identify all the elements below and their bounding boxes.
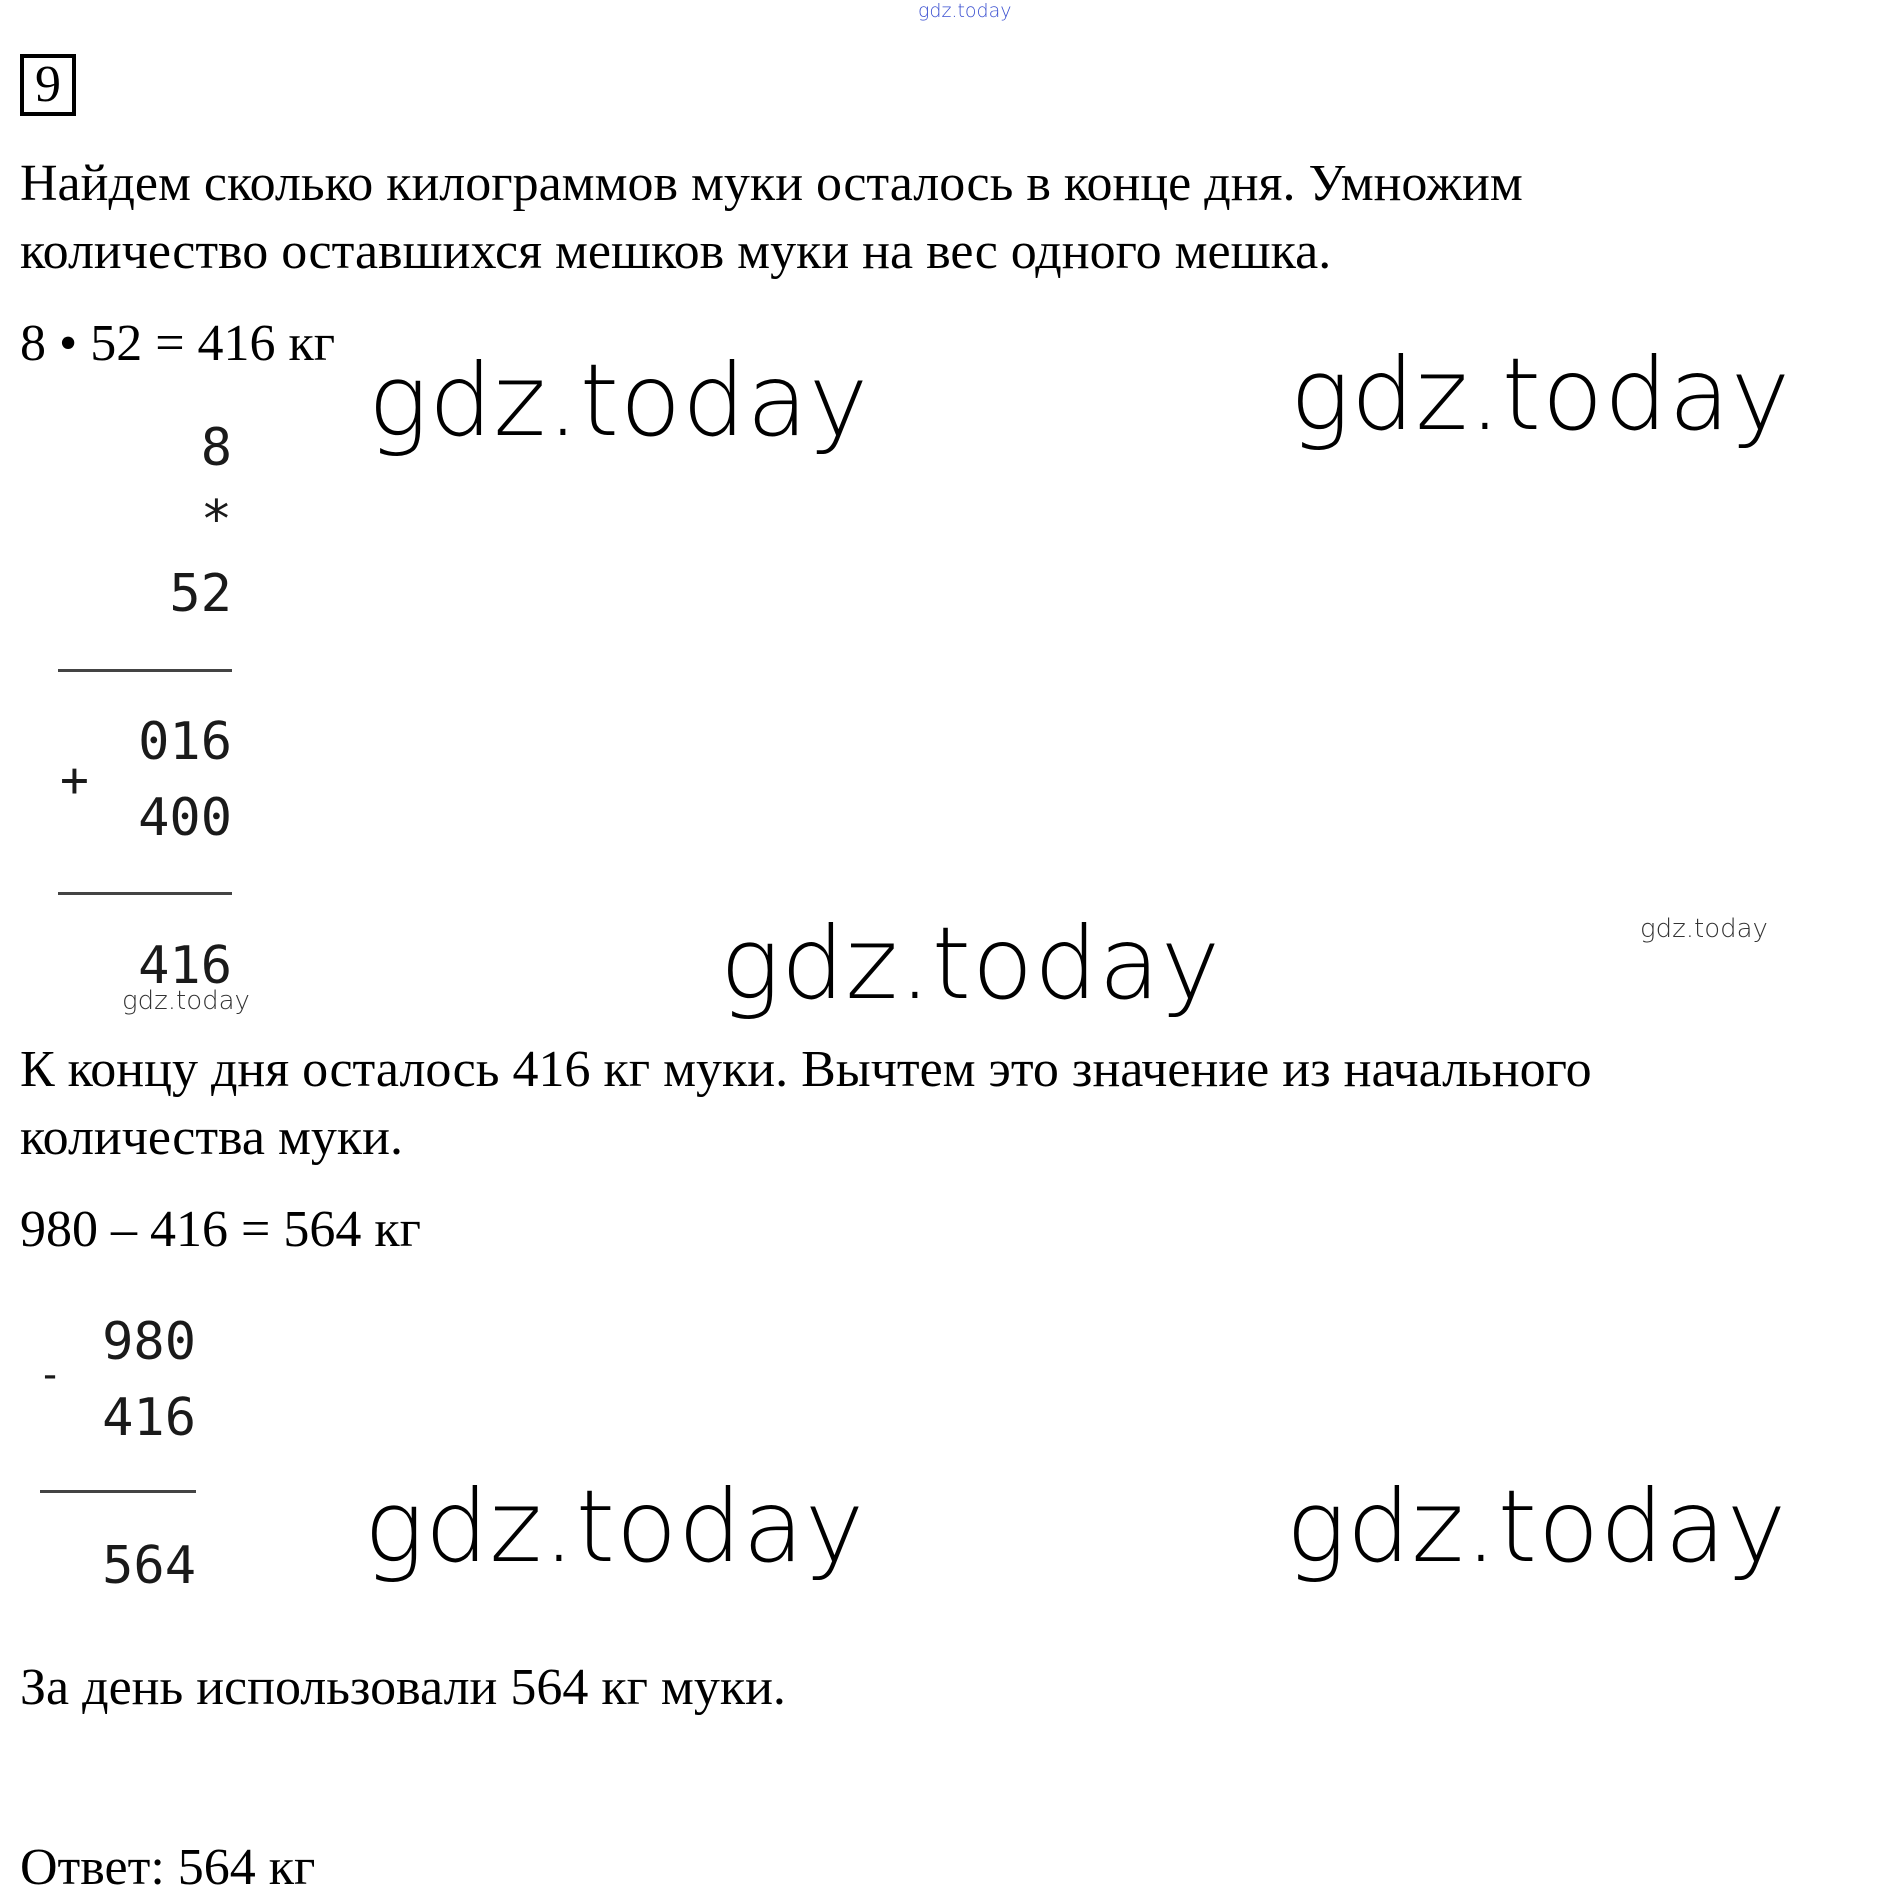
sub-result: 564: [102, 1536, 196, 1596]
mult-rule-2: [58, 892, 232, 895]
conclusion-text: За день использовали 564 кг муки.: [20, 1659, 786, 1716]
equation-multiplication: 8 • 52 = 416 кг: [20, 315, 336, 372]
watermark-small-right: gdz.today: [1640, 914, 1768, 944]
mult-plus-sign: +: [60, 752, 89, 808]
watermark-5: gdz.today: [1286, 1468, 1788, 1585]
watermark-top: gdz.today: [918, 0, 1012, 22]
task-number: 9: [20, 54, 76, 116]
sub-subtrahend: 416: [102, 1388, 196, 1448]
sub-rule: [40, 1490, 196, 1493]
mult-operand-top: 8: [200, 418, 232, 478]
watermark-2: gdz.today: [1290, 336, 1792, 453]
paragraph-2-line-2: количества муки.: [20, 1109, 403, 1166]
watermark-small-left: gdz.today: [122, 986, 250, 1016]
answer-text: Ответ: 564 кг: [20, 1839, 316, 1896]
mult-result: 416: [138, 936, 232, 996]
watermark-3: gdz.today: [720, 905, 1222, 1022]
paragraph-1-line-2: количество оставшихся мешков муки на вес одного мешка.: [20, 223, 1332, 280]
mult-operand-bottom: 52: [169, 564, 232, 624]
equation-subtraction: 980 – 416 = 564 кг: [20, 1201, 421, 1258]
mult-partial-1: 016: [138, 712, 232, 772]
watermark-4: gdz.today: [364, 1468, 866, 1585]
mult-rule-1: [58, 669, 232, 672]
mult-operator: *: [200, 490, 232, 550]
mult-partial-2: 400: [138, 788, 232, 848]
paragraph-1-line-1: Найдем сколько килограммов муки осталось в конце дня. Умножим: [20, 155, 1523, 212]
paragraph-2-line-1: К концу дня осталось 416 кг муки. Вычтем это значение из начального: [20, 1041, 1592, 1098]
sub-minus-sign: -: [38, 1352, 63, 1398]
watermark-1: gdz.today: [368, 342, 870, 459]
sub-minuend: 980: [102, 1312, 196, 1372]
